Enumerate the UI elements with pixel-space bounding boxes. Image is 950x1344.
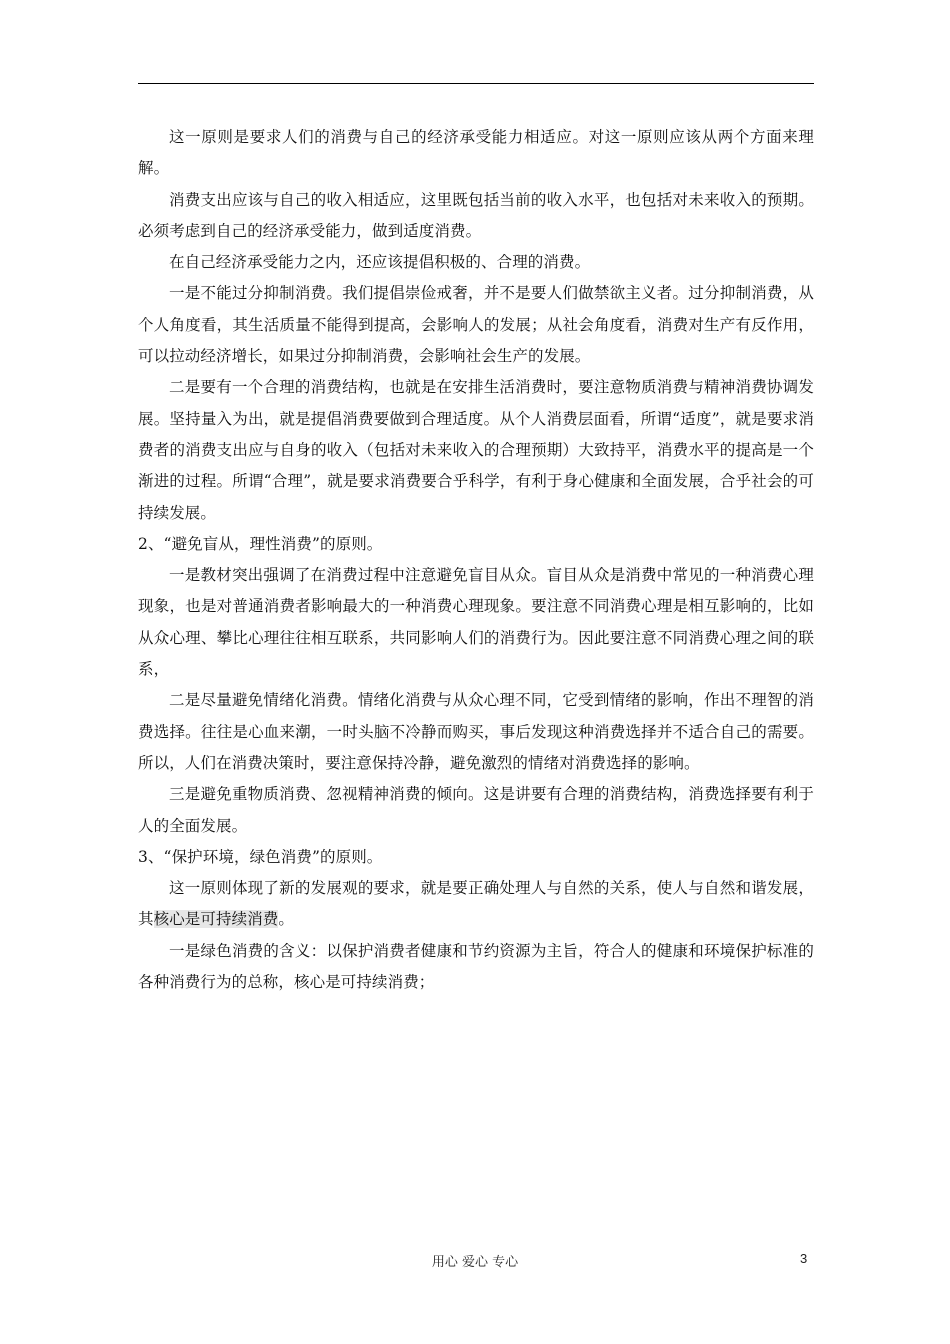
section-heading-3: 3、“保护环境，绿色消费”的原则。	[138, 847, 383, 866]
paragraph-3: 在自己经济承受能力之内，还应该提倡积极的、合理的消费。	[169, 253, 591, 272]
paragraph-1: 这一原则是要求人们的消费与自己的经济承受能力相适应。对这一原则应该从两个方面来理解。	[138, 128, 814, 178]
paragraph-7: 二是尽量避免情绪化消费。情绪化消费与从众心理不同，它受到情绪的影响，作出不理智的消费选择。往往是心血来潮，一时头脑不冷静而购买，事后发现这种消费选择并不适合自己的需要。所以，人们在消费决策时，要注意保持冷静，避免激烈的情绪对消费选择的影响。	[138, 691, 814, 772]
paragraph-9	[138, 873, 814, 936]
header-rule	[138, 83, 814, 84]
paragraph-5: 二是要有一个合理的消费结构，也就是在安排生活消费时，要注意物质消费与精神消费协调发展。坚持量入为出，就是提倡消费要做到合理适度。从个人消费层面看，所谓“适度”，就是要求消费者的消费支出应与自身的收入（包括对未来收入的合理预期）大致持平，消费水平的提高是一个渐进的过程。所谓“合理”，就是要求消费要合乎科学，有利于身心健康和全面发展，合乎社会的可持续发展。	[138, 378, 814, 522]
document-body	[138, 122, 814, 998]
paragraph-4: 一是不能过分抑制消费。我们提倡崇俭戒奢，并不是要人们做禁欲主义者。过分抑制消费，从个人角度看，其生活质量不能得到提高，会影响人的发展；从社会角度看，消费对生产有反作用，可以拉动经济增长，如果过分抑制消费，会影响社会生产的发展。	[138, 284, 814, 366]
paragraph-9-text: 这一原则体现了新的发展观的要求，就是要正确处理人与自然的关系，使人与自然和谐发展，其	[138, 879, 814, 929]
paragraph-10: 一是绿色消费的含义：以保护消费者健康和节约资源为主旨，符合人的健康和环境保护标准的各种消费行为的总称，核心是可持续消费；	[138, 941, 814, 992]
highlighted-phrase: 核心是可持续消费	[153, 910, 279, 929]
paragraph-2: 消费支出应该与自己的收入相适应，这里既包括当前的收入水平，也包括对未来收入的预期。必须考虑到自己的经济承受能力，做到适度消费。	[138, 190, 814, 240]
page-number: 3	[800, 1251, 808, 1266]
paragraph-6: 一是教材突出强调了在消费过程中注意避免盲目从众。盲目从众是消费中常见的一种消费心理现象，也是对普通消费者影响最大的一种消费心理现象。要注意不同消费心理是相互影响的，比如从众心理、攀比心理往往相互联系，共同影响人们的消费行为。因此要注意不同消费心理之间的联系，	[138, 566, 814, 679]
footer-slogan: 用心 爱心 专心	[431, 1255, 519, 1270]
section-heading-2: 2、“避免盲从，理性消费”的原则。	[138, 534, 383, 553]
paragraph-9-end: 。	[278, 910, 295, 929]
paragraph-8: 三是避免重物质消费、忽视精神消费的倾向。这是讲要有合理的消费结构，消费选择要有利于人的全面发展。	[138, 785, 814, 835]
